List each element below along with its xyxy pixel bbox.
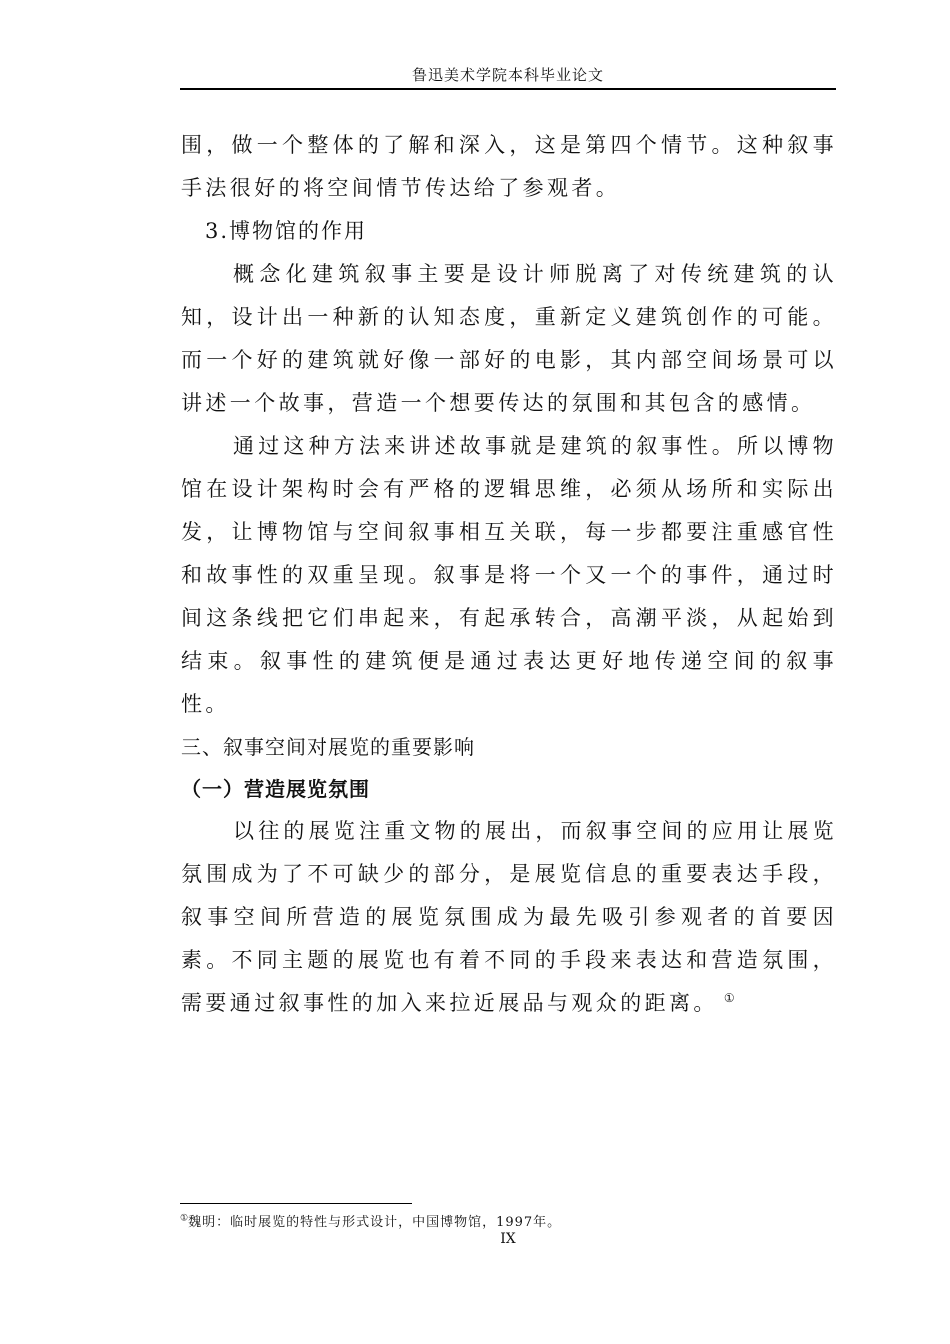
subsection-heading-1: （一）营造展览氛围 xyxy=(181,777,370,801)
header-rule xyxy=(180,88,836,90)
paragraph-3: 通过这种方法来讲述故事就是建筑的叙事性。所以博物馆在设计架构时会有严格的逻辑思维，必须从场所和实际出发，让博物馆与空间叙事相互关联，每一步都要注重感官性和故事性的双重呈现。叙事是将一个又一个的事件，通过时间这条线把它们串起来，有起承转合，高潮平淡，从起始到结束。叙事性的建筑便是通过表达更好地传递空间的叙事性。 xyxy=(181,434,837,716)
footnote-mark: ① xyxy=(180,1213,189,1224)
list-item-3: 3.博物馆的作用 xyxy=(205,219,368,243)
running-header: 鲁迅美术学院本科毕业论文 xyxy=(411,66,604,84)
page-body xyxy=(181,124,837,1025)
footnote-text: 魏明：临时展览的特性与形式设计，中国博物馆，1997年。 xyxy=(188,1215,562,1230)
paragraph-2: 概念化建筑叙事主要是设计师脱离了对传统建筑的认知，设计出一种新的认知态度，重新定义建筑创作的可能。而一个好的建筑就好像一部好的电影，其内部空间场景可以讲述一个故事，营造一个想要传达的氛围和其包含的感情。 xyxy=(181,262,837,415)
footnote-rule xyxy=(180,1203,412,1204)
section-heading-3: 三、叙事空间对展览的重要影响 xyxy=(181,735,475,759)
paragraph-4-text: 以往的展览注重文物的展出，而叙事空间的应用让展览氛围成为了不可缺少的部分，是展览信息的重要表达手段，叙事空间所营造的展览氛围成为最先吸引参观者的首要因素。不同主题的展览也有着不同的手段来表达和营造氛围，需要通过叙事性的加入来拉近展品与观众的距离。 xyxy=(181,819,837,1015)
page-number: IX xyxy=(500,1231,516,1247)
footnote xyxy=(180,1211,561,1230)
paragraph-4 xyxy=(181,810,837,1025)
paragraph-1: 围，做一个整体的了解和深入，这是第四个情节。这种叙事手法很好的将空间情节传达给了参观者。 xyxy=(181,133,837,200)
footnote-reference[interactable]: ① xyxy=(723,991,735,1005)
